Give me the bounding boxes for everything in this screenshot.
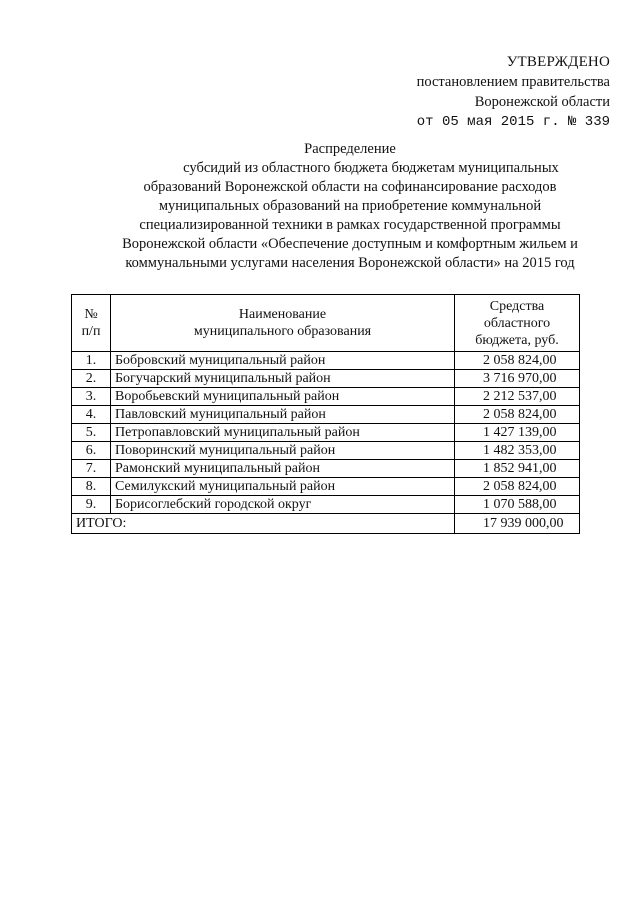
row-num: 5. (72, 424, 111, 442)
table-row (72, 406, 580, 424)
row-name: Павловский муниципальный район (111, 406, 455, 424)
row-name: Борисоглебский городской округ (111, 496, 455, 514)
title-line: Распределение (304, 141, 396, 157)
title-line: Воронежской области «Обеспечение доступным и комфортным жильем и (122, 236, 578, 252)
row-sum: 2 058 824,00 (455, 352, 580, 370)
row-sum: 2 058 824,00 (455, 406, 580, 424)
subsidy-table (71, 294, 580, 534)
title-line: коммунальными услугами населения Воронежской области» на 2015 год (125, 255, 575, 271)
header-num-text: № (84, 307, 98, 322)
header-name-text: Наименование (238, 307, 327, 322)
header-sum (455, 295, 580, 352)
title-line: образований Воронежской области на софинансирование расходов (143, 179, 557, 195)
row-name: Поворинский муниципальный район (111, 442, 455, 460)
row-num: 7. (72, 460, 111, 478)
table-row (72, 370, 580, 388)
approval-decree: постановлением правительства (416, 74, 610, 90)
row-name: Семилукский муниципальный район (111, 478, 455, 496)
approval-heading: УТВЕРЖДЕНО (506, 54, 610, 70)
table-row (72, 442, 580, 460)
row-name: Бобровский муниципальный район (111, 352, 455, 370)
row-name: Богучарский муниципальный район (111, 370, 455, 388)
approval-date-number: от 05 мая 2015 г. № 339 (416, 114, 610, 130)
row-sum: 1 852 941,00 (455, 460, 580, 478)
header-num (72, 295, 111, 352)
table-header-row (72, 295, 580, 352)
row-num: 3. (72, 388, 111, 406)
row-num: 2. (72, 370, 111, 388)
header-sum-text: Средства (489, 298, 545, 314)
title-line: муниципальных образований на приобретение коммунальной (158, 198, 542, 214)
approval-block (350, 52, 610, 132)
row-sum: 3 716 970,00 (455, 370, 580, 388)
header-name-text: муниципального образования (193, 324, 372, 339)
row-num: 8. (72, 478, 111, 496)
total-label: ИТОГО: (72, 514, 455, 534)
row-num: 6. (72, 442, 111, 460)
table-row (72, 352, 580, 370)
row-name: Рамонский муниципальный район (111, 460, 455, 478)
title-line: специализированной техники в рамках государственной программы (139, 217, 561, 233)
header-sum-text: областного (483, 315, 551, 331)
table-row (72, 388, 580, 406)
row-num: 9. (72, 496, 111, 514)
approval-region: Воронежской области (474, 94, 610, 110)
table-row (72, 496, 580, 514)
row-name: Петропавловский муниципальный район (111, 424, 455, 442)
header-sum-text: бюджета, руб. (475, 332, 559, 348)
row-sum: 2 058 824,00 (455, 478, 580, 496)
table-row (72, 460, 580, 478)
header-name (111, 295, 455, 352)
table-row (72, 478, 580, 496)
total-row (72, 514, 580, 534)
title-line: субсидий из областного бюджета бюджетам муниципальных (183, 160, 559, 176)
row-num: 1. (72, 352, 111, 370)
row-sum: 1 482 353,00 (455, 442, 580, 460)
table-row (72, 424, 580, 442)
document-title (90, 140, 610, 273)
total-sum: 17 939 000,00 (455, 514, 580, 534)
row-name: Воробьевский муниципальный район (111, 388, 455, 406)
header-num-text: п/п (81, 324, 101, 339)
row-sum: 1 427 139,00 (455, 424, 580, 442)
row-num: 4. (72, 406, 111, 424)
row-sum: 2 212 537,00 (455, 388, 580, 406)
row-sum: 1 070 588,00 (455, 496, 580, 514)
